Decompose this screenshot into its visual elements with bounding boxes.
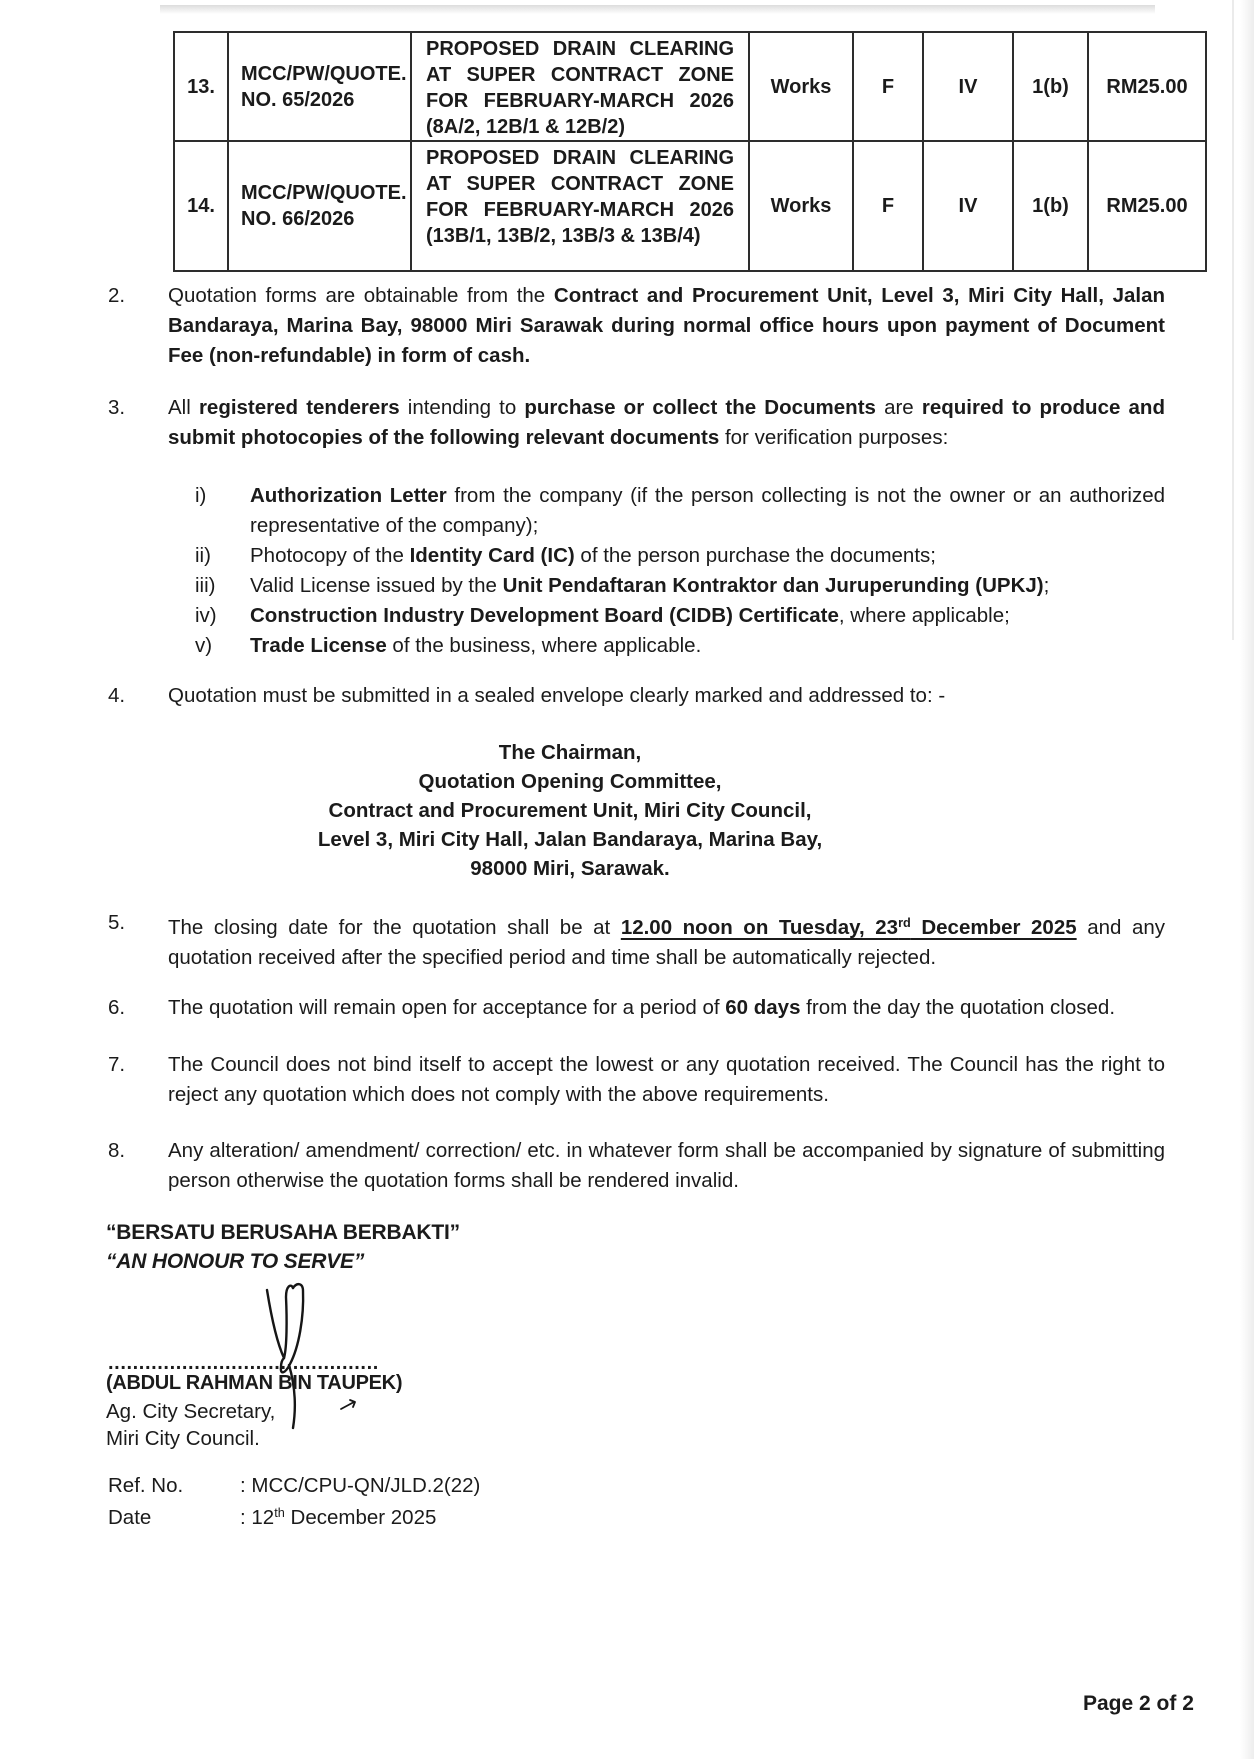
paragraph-text: The Council does not bind itself to accept the lowest or any quotation received. The Council has the right to reject any quotation which does not comply with the above requirements. (168, 1053, 1165, 1106)
page-number: Page 2 of 2 (1083, 1692, 1194, 1715)
paragraph-number: 6. (108, 996, 126, 1019)
list-item-text: Photocopy of the Identity Card (IC) of the person purchase the documents; (250, 544, 936, 567)
paragraph-number: 3. (108, 396, 126, 419)
reference-block (108, 1472, 480, 1531)
cell-type: Works (749, 141, 853, 271)
cell-description: PROPOSED DRAIN CLEARING AT SUPER CONTRACT ZONE FOR FEBRUARY-MARCH 2026 (13B/1, 13B/2, 13B/3 & 13B/4) (411, 141, 749, 271)
paragraph-number: 7. (108, 1053, 126, 1076)
list-item-text: Valid License issued by the Unit Pendaftaran Kontraktor dan Juruperunding (UPKJ); (250, 574, 1050, 597)
paragraph-number: 8. (108, 1139, 126, 1162)
paragraph-text: Quotation must be submitted in a sealed envelope clearly marked and addressed to: - (168, 684, 946, 707)
list-item-number: ii) (195, 544, 211, 567)
date-row (108, 1499, 480, 1531)
signatory-title: Ag. City Secretary, (106, 1400, 276, 1423)
list-item-i (108, 481, 1165, 541)
cell-fee: RM25.00 (1088, 32, 1206, 141)
address-line: 98000 Miri, Sarawak. (470, 857, 670, 880)
cell-quote-no: MCC/PW/QUOTE. NO. 66/2026 (228, 141, 411, 271)
paragraph-text: The closing date for the quotation shall be at 12.00 noon on Tuesday, 23rd December 2025 and any quotation received after the specified period and time shall be automatically rejected. (168, 915, 1165, 969)
ref-no-label: Ref. No. (108, 1474, 184, 1497)
signature-dotted-line: ............................................ (108, 1352, 379, 1374)
paragraph-text: Any alteration/ amendment/ correction/ etc. in whatever form shall be accompanied by signature of submitting person otherwise the quotation forms shall be rendered invalid. (168, 1139, 1165, 1192)
cell-type: Works (749, 32, 853, 141)
list-item-iii (108, 571, 1165, 601)
cell-item: 1(b) (1013, 32, 1088, 141)
cell-description: PROPOSED DRAIN CLEARING AT SUPER CONTRACT ZONE FOR FEBRUARY-MARCH 2026 (8A/2, 12B/1 & 12B/2) (411, 32, 749, 141)
list-item-text: Construction Industry Development Board (CIDB) Certificate, where applicable; (250, 604, 1010, 627)
slogan-italic: “AN HONOUR TO SERVE” (106, 1250, 365, 1273)
cell-no: 13. (174, 32, 228, 141)
signatory-name: (ABDUL RAHMAN BIN TAUPEK) (106, 1372, 403, 1394)
list-item-text: Trade License of the business, where applicable. (250, 634, 702, 657)
address-line: The Chairman, (498, 741, 642, 764)
table-row-13 (174, 32, 1206, 141)
address-line: Level 3, Miri City Hall, Jalan Bandaraya, Marina Bay, (317, 828, 823, 851)
paragraph-number: 5. (108, 911, 126, 934)
list-item-ii (108, 541, 1165, 571)
cell-item: 1(b) (1013, 141, 1088, 271)
cell-grade: F (853, 141, 923, 271)
ref-no-value: : MCC/CPU-QN/JLD.2(22) (240, 1474, 481, 1497)
paragraph-text: All registered tenderers intending to purchase or collect the Documents are required to produce and submit photocopies of the following relevant documents for verification purposes: (168, 396, 1165, 449)
paragraph-3 (108, 393, 1165, 453)
list-item-number: i) (195, 484, 207, 507)
list-item-number: iv) (195, 604, 217, 627)
cell-class: IV (923, 32, 1013, 141)
cell-quote-no: MCC/PW/QUOTE. NO. 65/2026 (228, 32, 411, 141)
cell-fee: RM25.00 (1088, 141, 1206, 271)
signatory-org: Miri City Council. (106, 1427, 260, 1450)
quotation-table (173, 31, 1207, 272)
date-value: : 12th December 2025 (240, 1505, 437, 1529)
scan-edge-line (1232, 0, 1234, 640)
paragraph-5 (108, 908, 1165, 973)
ref-no-row (108, 1472, 480, 1499)
cell-no: 14. (174, 141, 228, 271)
list-item-text: Authorization Letter from the company (if the person collecting is not the owner or an authorized representative of the company); (250, 484, 1165, 537)
paragraph-text: The quotation will remain open for acceptance for a period of 60 days from the day the quotation closed. (168, 996, 1116, 1019)
paragraph-8 (108, 1136, 1165, 1196)
list-item-number: iii) (195, 574, 216, 597)
paragraph-text: Quotation forms are obtainable from the Contract and Procurement Unit, Level 3, Miri City Hall, Jalan Bandaraya, Marina Bay, 98000 Miri Sarawak during normal office hours upon payment of Document Fee (non-refundable) in form of cash. (168, 284, 1166, 367)
paragraph-number: 4. (108, 684, 126, 707)
paragraph-7 (108, 1050, 1165, 1110)
cell-grade: F (853, 32, 923, 141)
list-item-iv (108, 601, 1165, 631)
cell-class: IV (923, 141, 1013, 271)
paragraph-4 (108, 681, 1165, 711)
address-line: Contract and Procurement Unit, Miri City Council, (328, 799, 812, 822)
scan-edge-shadow (1240, 0, 1254, 1759)
paragraph-6 (108, 993, 1165, 1023)
scan-smudge (160, 5, 1155, 14)
date-label: Date (108, 1505, 152, 1529)
paragraph-number: 2. (108, 284, 126, 307)
address-line: Quotation Opening Committee, (418, 770, 722, 793)
list-item-number: v) (195, 634, 213, 657)
table-row-14 (174, 141, 1206, 271)
slogan-bold: “BERSATU BERUSAHA BERBAKTI” (106, 1221, 460, 1244)
address-block (168, 738, 972, 883)
list-item-v (108, 631, 1165, 661)
paragraph-2 (108, 281, 1165, 371)
